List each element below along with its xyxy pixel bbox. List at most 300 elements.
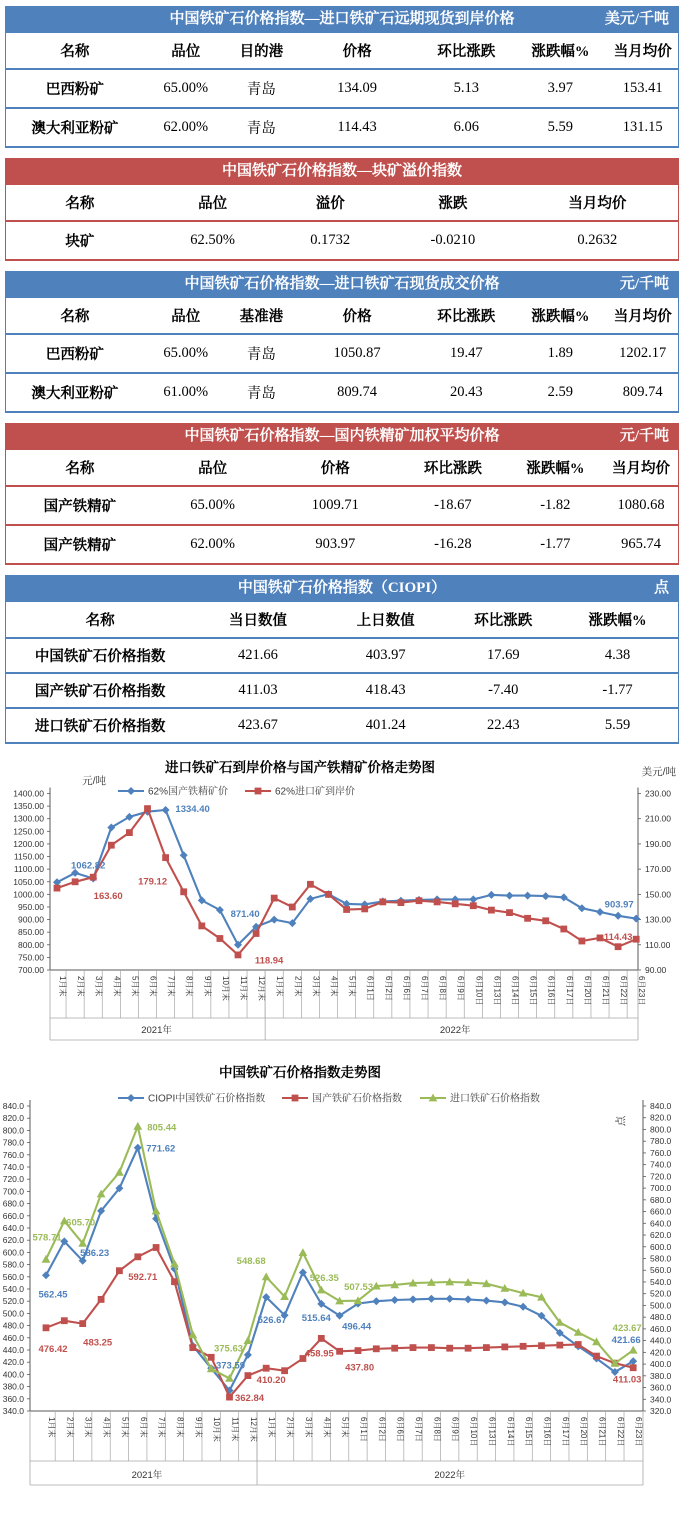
- column-header: 品位: [171, 44, 201, 60]
- left-axis-tick-label: 800.00: [18, 939, 44, 950]
- value-cell: 青岛: [228, 69, 295, 108]
- x-axis-tick-label: 6月13日: [492, 976, 502, 1006]
- x-axis-tick-label: 6月16日: [546, 976, 556, 1006]
- x-axis-tick-label: 6月17日: [564, 976, 574, 1006]
- table-row: [6, 108, 678, 146]
- column-header: 环比涨跌: [423, 461, 482, 477]
- left-axis-tick-label: 1350.00: [13, 801, 44, 812]
- value-cell: 809.74: [295, 373, 419, 411]
- svg-text:国产铁矿石价格指数: 国产铁矿石价格指数: [312, 1093, 402, 1105]
- value-cell: 61.00%: [144, 373, 228, 411]
- left-axis-tick-label: 1000.00: [13, 889, 44, 900]
- data-point-label: 526.35: [309, 1272, 339, 1284]
- table-row: [6, 69, 678, 108]
- row-name-cell: 澳大利亚粉矿: [6, 373, 144, 411]
- x-axis-tick-label: 8月末: [175, 1417, 185, 1438]
- left-axis-tick-label: 950.00: [18, 901, 44, 912]
- value-cell: 62.00%: [154, 525, 272, 563]
- data-point-label: 410.20: [256, 1375, 286, 1387]
- left-axis-tick-label: 640.0: [2, 1223, 24, 1233]
- x-axis-tick-label: 6月20日: [579, 1417, 589, 1447]
- left-axis-tick-label: 380.0: [2, 1381, 24, 1392]
- value-cell: 131.15: [607, 108, 678, 146]
- data-point-label: 163.60: [93, 891, 123, 903]
- row-name-cell: 国产铁精矿: [6, 486, 154, 525]
- column-header: 环比涨跌: [474, 613, 533, 629]
- right-axis-unit: 美元/吨: [641, 766, 676, 778]
- table-unit: 元/千吨: [619, 276, 669, 292]
- table-row: [6, 525, 678, 563]
- left-axis-tick-label: 700.00: [18, 965, 44, 975]
- data-point-label: 515.64: [301, 1312, 331, 1324]
- value-cell: 418.43: [322, 673, 450, 708]
- x-axis-tick-label: 8月末: [184, 976, 194, 997]
- value-cell: 134.09: [295, 69, 419, 108]
- value-cell: 423.67: [194, 708, 322, 742]
- chart-import-vs-domestic-price: [0, 754, 684, 1059]
- value-cell: 903.97: [271, 525, 399, 563]
- svg-text:CIOPI中国铁矿石价格指数: CIOPI中国铁矿石价格指数: [148, 1093, 266, 1105]
- right-axis-tick-label: 400.0: [650, 1359, 672, 1370]
- value-cell: 青岛: [228, 108, 295, 146]
- x-axis-tick-label: 9月末: [202, 976, 212, 997]
- data-point-label: 362.84: [234, 1393, 265, 1405]
- right-axis-tick-label: 90.00: [645, 965, 667, 975]
- x-axis-tick-label: 2月末: [285, 1417, 295, 1438]
- price-tables: [0, 6, 684, 744]
- value-cell: 401.24: [322, 708, 450, 742]
- x-axis-tick-label: 6月23日: [634, 1417, 644, 1447]
- value-cell: 4.38: [557, 638, 678, 673]
- x-axis-tick-label: 9月末: [193, 1417, 203, 1438]
- column-header: 涨跌幅%: [531, 44, 590, 60]
- right-axis-tick-label: 110.00: [645, 939, 671, 950]
- value-cell: -7.40: [450, 673, 558, 708]
- value-cell: -0.0210: [389, 221, 517, 259]
- data-point-label: 548.68: [236, 1255, 266, 1267]
- column-header: 价格: [342, 44, 372, 60]
- column-header: 环比涨跌: [437, 44, 496, 60]
- right-axis-tick-label: 660.0: [650, 1206, 672, 1217]
- left-axis-tick-label: 680.0: [2, 1198, 24, 1209]
- data-point-label: 114.43: [603, 932, 633, 944]
- table-row: [6, 373, 678, 411]
- data-point-label: 118.94: [254, 955, 284, 967]
- x-axis-tick-label: 6月1日: [358, 1417, 368, 1442]
- column-header: 当月均价: [568, 196, 627, 212]
- column-header: 当日数值: [228, 613, 287, 629]
- value-cell: 3.97: [513, 69, 607, 108]
- value-cell: 20.43: [419, 373, 513, 411]
- value-cell: 65.00%: [154, 486, 272, 525]
- x-axis-tick-label: 1月末: [58, 976, 67, 997]
- data-point-label: 375.63: [213, 1343, 244, 1355]
- right-axis-tick-label: 320.0: [650, 1406, 672, 1416]
- year-group-label: 2021年: [131, 1470, 163, 1481]
- row-name-cell: 澳大利亚粉矿: [6, 108, 144, 146]
- left-axis-tick-label: 750.00: [18, 952, 44, 963]
- left-axis-tick-label: 1100.00: [13, 864, 44, 875]
- value-cell: 5.13: [419, 69, 513, 108]
- x-axis-tick-label: 7月末: [157, 1417, 167, 1438]
- value-cell: 411.03: [194, 673, 322, 708]
- data-point-label: 421.66: [611, 1335, 641, 1347]
- table-title-bar: [5, 6, 679, 33]
- data-point-label: 903.97: [604, 899, 634, 911]
- x-axis-tick-label: 6月21日: [597, 1417, 607, 1447]
- value-cell: 62.50%: [154, 221, 272, 259]
- x-axis-tick-label: 5月末: [340, 1417, 350, 1438]
- x-axis-tick-label: 6月20日: [582, 976, 592, 1006]
- x-axis-tick-label: 1月末: [267, 1417, 277, 1438]
- right-axis-tick-label: 190.00: [645, 838, 671, 849]
- right-axis-tick-label: 780.0: [650, 1136, 672, 1147]
- x-axis-tick-label: 3月末: [83, 1417, 93, 1438]
- data-point-label: 483.25: [83, 1337, 113, 1349]
- right-axis-tick-label: 340.0: [650, 1394, 672, 1405]
- left-axis-tick-label: 660.0: [2, 1210, 24, 1221]
- table-title: 中国铁矿石价格指数—进口铁矿石远期现货到岸价格: [169, 11, 515, 27]
- series-CIOPI中国铁矿石价格指数: [42, 1144, 637, 1395]
- left-axis-tick-label: 580.0: [2, 1259, 24, 1270]
- left-axis-tick-label: 1150.00: [13, 851, 44, 862]
- x-axis-tick-label: 6月6日: [401, 976, 411, 1001]
- price-table-3: [5, 271, 679, 413]
- data-point-label: 437.80: [345, 1362, 375, 1374]
- value-cell: -1.77: [507, 525, 604, 563]
- column-header: 溢价: [315, 196, 345, 212]
- price-table-5: [5, 575, 679, 744]
- right-axis-tick-label: 580.0: [650, 1253, 672, 1264]
- data-point-label: 476.42: [38, 1343, 68, 1355]
- left-axis-tick-label: 700.0: [2, 1186, 24, 1197]
- x-axis-tick-label: 6月13日: [487, 1417, 497, 1447]
- left-axis-tick-label: 780.0: [2, 1137, 24, 1148]
- x-axis-tick-label: 6月末: [148, 976, 158, 997]
- column-header: 涨跌: [438, 196, 468, 212]
- column-header: 价格: [342, 309, 372, 325]
- right-axis-tick-label: 600.0: [650, 1241, 672, 1252]
- header-row: [6, 33, 678, 69]
- svg-text:62%国产铁精矿价: 62%国产铁精矿价: [148, 786, 229, 798]
- x-axis-tick-label: 1月末: [47, 1417, 56, 1438]
- x-axis-tick-label: 12月末: [248, 1417, 258, 1442]
- table-row: [6, 708, 678, 742]
- right-axis-tick-label: 560.0: [650, 1265, 672, 1276]
- right-axis-tick-label: 680.0: [650, 1194, 672, 1205]
- right-axis-tick-label: 820.0: [650, 1112, 672, 1123]
- table-title: 中国铁矿石价格指数—国内铁精矿加权平均价格: [184, 428, 500, 444]
- x-axis-tick-label: 5月末: [347, 976, 357, 997]
- column-header: 当月均价: [612, 461, 671, 477]
- column-header: 上日数值: [356, 613, 415, 629]
- data-point-label: 373.59: [215, 1360, 246, 1372]
- left-axis-tick-label: 520.0: [2, 1296, 24, 1307]
- table-title-bar: [5, 271, 679, 298]
- column-header: 基准港: [239, 309, 284, 325]
- left-axis-tick-label: 440.0: [2, 1345, 24, 1355]
- value-cell: 809.74: [607, 373, 678, 411]
- row-name-cell: 国产铁精矿: [6, 525, 154, 563]
- data-point-label: 458.95: [304, 1348, 334, 1360]
- data-point-label: 586.23: [80, 1247, 110, 1259]
- x-axis-tick-label: 6月6日: [395, 1417, 405, 1442]
- x-axis-tick-label: 4月末: [102, 1417, 112, 1438]
- header-row: [6, 185, 678, 221]
- column-header: 当月均价: [613, 309, 672, 325]
- x-axis-tick-label: 6月15日: [524, 1417, 534, 1447]
- column-header: 价格: [320, 461, 350, 477]
- value-cell: 0.1732: [271, 221, 389, 259]
- x-axis-tick-label: 6月2日: [383, 976, 393, 1001]
- left-axis-tick-label: 1300.00: [13, 813, 44, 824]
- value-cell: 965.74: [604, 525, 678, 563]
- right-axis-tick-label: 700.0: [650, 1183, 672, 1194]
- data-point-label: 1062.82: [71, 860, 106, 872]
- x-axis-tick-label: 6月14日: [505, 1417, 515, 1447]
- x-axis-tick-label: 6月7日: [414, 1417, 423, 1442]
- x-axis-tick-label: 6月9日: [450, 1417, 460, 1442]
- right-axis-tick-label: 520.0: [650, 1288, 672, 1299]
- right-axis-tick-label: 210.00: [645, 813, 671, 824]
- value-cell: 1009.71: [271, 486, 399, 525]
- data-point-label: 871.40: [230, 908, 260, 920]
- right-axis-tick-label: 500.0: [650, 1300, 672, 1311]
- trend-chart-import-vs-domestic: [0, 754, 684, 1054]
- left-axis-tick-label: 560.0: [2, 1271, 24, 1282]
- data-point-label: 179.12: [138, 876, 168, 888]
- value-cell: 0.2632: [517, 221, 678, 259]
- value-cell: 青岛: [228, 373, 295, 411]
- left-axis-tick-label: 1200.00: [13, 838, 44, 849]
- column-header: 涨跌幅%: [526, 461, 585, 477]
- column-header: 名称: [85, 613, 115, 629]
- row-name-cell: 块矿: [6, 221, 154, 259]
- column-header: 名称: [65, 196, 95, 212]
- right-axis-tick-label: 460.0: [650, 1323, 672, 1334]
- data-point-label: 771.62: [146, 1143, 176, 1155]
- value-cell: -18.67: [399, 486, 507, 525]
- column-header: 名称: [65, 461, 95, 477]
- value-cell: 19.47: [419, 334, 513, 373]
- right-axis-tick-label: 640.0: [650, 1218, 672, 1229]
- table-row: [6, 486, 678, 525]
- row-name-cell: 国产铁矿石价格指数: [6, 673, 194, 708]
- table-title-bar: [5, 158, 679, 185]
- x-axis-tick-label: 4月末: [322, 1417, 332, 1438]
- x-axis-tick-label: 6月15日: [528, 976, 538, 1006]
- price-table-2: [5, 158, 679, 261]
- x-axis-tick-label: 6月9日: [456, 976, 466, 1001]
- left-axis-unit: 元/吨: [82, 775, 106, 787]
- row-name-cell: 巴西粉矿: [6, 69, 144, 108]
- right-axis-tick-label: 540.0: [650, 1276, 672, 1287]
- x-axis-tick-label: 7月末: [166, 976, 176, 997]
- right-axis-tick-label: 230.00: [645, 788, 671, 799]
- year-group-label: 2021年: [141, 1025, 172, 1036]
- x-axis-tick-label: 5月末: [120, 1417, 130, 1438]
- x-axis-tick-label: 2月末: [293, 976, 303, 997]
- table-unit: 美元/千吨: [604, 11, 669, 27]
- left-axis-tick-label: 800.0: [2, 1125, 24, 1136]
- column-header: 名称: [60, 44, 90, 60]
- right-axis-tick-label: 440.0: [650, 1335, 672, 1346]
- table-row: [6, 334, 678, 373]
- left-axis-tick-label: 820.0: [2, 1113, 24, 1124]
- x-axis-tick-label: 6月2日: [377, 1417, 387, 1442]
- value-cell: 1050.87: [295, 334, 419, 373]
- column-header: 涨跌幅%: [588, 613, 647, 629]
- svg-text:进口铁矿石价格指数: 进口铁矿石价格指数: [450, 1093, 540, 1105]
- right-axis-tick-label: 800.0: [650, 1124, 672, 1135]
- x-axis-tick-label: 6月1日: [365, 976, 375, 1001]
- left-axis-tick-label: 760.0: [2, 1149, 24, 1160]
- value-cell: 青岛: [228, 334, 295, 373]
- right-axis-tick-label: 170.00: [645, 864, 671, 875]
- x-axis-tick-label: 2月末: [65, 1417, 75, 1438]
- table-unit: 元/千吨: [619, 428, 669, 444]
- value-cell: 5.59: [513, 108, 607, 146]
- value-cell: 62.00%: [144, 108, 228, 146]
- trend-chart-ciopi: [0, 1059, 684, 1503]
- right-axis-tick-label: 380.0: [650, 1370, 672, 1381]
- data-point-label: 805.44: [147, 1122, 177, 1134]
- price-table-4: [5, 423, 679, 565]
- table-title: 中国铁矿石价格指数—块矿溢价指数: [221, 163, 462, 179]
- x-axis-tick-label: 4月末: [112, 976, 122, 997]
- x-axis-tick-label: 3月末: [303, 1417, 313, 1438]
- left-axis-tick-label: 360.0: [2, 1393, 24, 1404]
- value-cell: -16.28: [399, 525, 507, 563]
- right-axis-tick-label: 760.0: [650, 1147, 672, 1158]
- x-axis-tick-label: 6月末: [138, 1417, 148, 1438]
- value-cell: 65.00%: [144, 69, 228, 108]
- legend-item: [118, 1092, 265, 1105]
- chart-title: 中国铁矿石价格指数走势图: [219, 1065, 381, 1080]
- right-axis-tick-label: 150.00: [645, 889, 671, 900]
- x-axis-tick-label: 10月末: [220, 976, 230, 1001]
- right-axis-tick-label: 740.0: [650, 1159, 672, 1170]
- value-cell: 1.89: [513, 334, 607, 373]
- value-cell: 5.59: [557, 708, 678, 742]
- left-axis-tick-label: 720.0: [2, 1174, 24, 1185]
- row-name-cell: 进口铁矿石价格指数: [6, 708, 194, 742]
- x-axis-tick-label: 6月23日: [637, 976, 647, 1006]
- year-group-label: 2022年: [434, 1470, 466, 1481]
- value-cell: 153.41: [607, 69, 678, 108]
- column-header: 品位: [171, 309, 201, 325]
- right-axis-tick-label: 840.0: [650, 1101, 672, 1111]
- x-axis-tick-label: 3月末: [311, 976, 321, 997]
- price-table-1: [5, 6, 679, 148]
- left-axis-tick-label: 1250.00: [13, 826, 44, 837]
- left-axis-tick-label: 1400.00: [13, 788, 44, 799]
- x-axis-tick-label: 6月8日: [438, 976, 448, 1001]
- right-axis-tick-label: 720.0: [650, 1171, 672, 1182]
- x-axis-tick-label: 6月10日: [469, 1417, 479, 1447]
- row-name-cell: 巴西粉矿: [6, 334, 144, 373]
- right-axis-tick-label: 480.0: [650, 1312, 672, 1323]
- value-cell: 17.69: [450, 638, 558, 673]
- value-cell: -1.82: [507, 486, 604, 525]
- x-axis-tick-label: 11月末: [230, 1417, 240, 1442]
- left-axis-tick-label: 540.0: [2, 1284, 24, 1294]
- data-point-label: 411.03: [612, 1374, 642, 1386]
- x-axis-tick-label: 6月10日: [474, 976, 484, 1006]
- value-cell: 421.66: [194, 638, 322, 673]
- table-row: [6, 638, 678, 673]
- value-cell: 403.97: [322, 638, 450, 673]
- x-axis-tick-label: 11月末: [239, 976, 248, 1001]
- legend-item: [245, 785, 355, 798]
- x-axis-tick-label: 12月末: [257, 976, 267, 1001]
- x-axis-tick-label: 2月末: [76, 976, 86, 997]
- left-axis-tick-label: 340.0: [2, 1406, 24, 1416]
- column-header: 目的港: [239, 44, 284, 60]
- table-title-bar: [5, 423, 679, 450]
- column-header: 当月均价: [613, 44, 672, 60]
- x-axis-tick-label: 3月末: [94, 976, 104, 997]
- table-title-bar: [5, 575, 679, 602]
- header-row: [6, 298, 678, 334]
- x-axis-tick-label: 6月22日: [615, 1417, 625, 1447]
- column-header: 环比涨跌: [437, 309, 496, 325]
- value-cell: 6.06: [419, 108, 513, 146]
- value-cell: 1080.68: [604, 486, 678, 525]
- right-axis-tick-label: 130.00: [645, 914, 671, 925]
- table-title: 中国铁矿石价格指数（CIOPI）: [237, 580, 447, 596]
- right-axis-tick-label: 420.0: [650, 1347, 672, 1358]
- left-axis-tick-label: 400.0: [2, 1369, 24, 1380]
- value-cell: 2.59: [513, 373, 607, 411]
- right-axis-unit: 点: [615, 1115, 627, 1127]
- legend-item: [282, 1092, 402, 1105]
- left-axis-tick-label: 840.0: [2, 1101, 24, 1111]
- value-cell: 22.43: [450, 708, 558, 742]
- data-point-label: 423.67: [612, 1323, 642, 1335]
- chart-title: 进口铁矿石到岸价格与国产铁精矿价格走势图: [165, 760, 435, 775]
- data-point-label: 578.71: [32, 1232, 62, 1244]
- table-unit: 点: [653, 580, 669, 596]
- data-point-label: 562.45: [38, 1289, 68, 1301]
- data-point-label: 1334.40: [175, 804, 210, 816]
- x-axis-tick-label: 6月21日: [601, 976, 610, 1006]
- left-axis-tick-label: 850.00: [18, 927, 44, 938]
- legend-item: [420, 1092, 540, 1105]
- year-group-label: 2022年: [439, 1025, 471, 1036]
- column-header: 涨跌幅%: [531, 309, 590, 325]
- x-axis-tick-label: 6月8日: [432, 1417, 442, 1442]
- column-header: 品位: [198, 196, 228, 212]
- value-cell: 1202.17: [607, 334, 678, 373]
- x-axis-tick-label: 6月7日: [420, 976, 429, 1001]
- x-axis-tick-label: 6月16日: [542, 1417, 552, 1447]
- header-row: [6, 602, 678, 638]
- x-axis-tick-label: 6月22日: [619, 976, 629, 1006]
- table-title: 中国铁矿石价格指数—进口铁矿石现货成交价格: [184, 276, 500, 292]
- value-cell: -1.77: [557, 673, 678, 708]
- left-axis-tick-label: 420.0: [2, 1357, 24, 1368]
- left-axis-tick-label: 500.0: [2, 1308, 24, 1319]
- chart-ciopi-index-trend: [0, 1059, 684, 1508]
- left-axis-tick-label: 1050.00: [13, 876, 44, 887]
- header-row: [6, 450, 678, 486]
- left-axis-tick-label: 480.0: [2, 1320, 24, 1331]
- legend-item: [118, 785, 228, 798]
- value-cell: 114.43: [295, 108, 419, 146]
- value-cell: 65.00%: [144, 334, 228, 373]
- x-axis-tick-label: 1月末: [275, 976, 285, 997]
